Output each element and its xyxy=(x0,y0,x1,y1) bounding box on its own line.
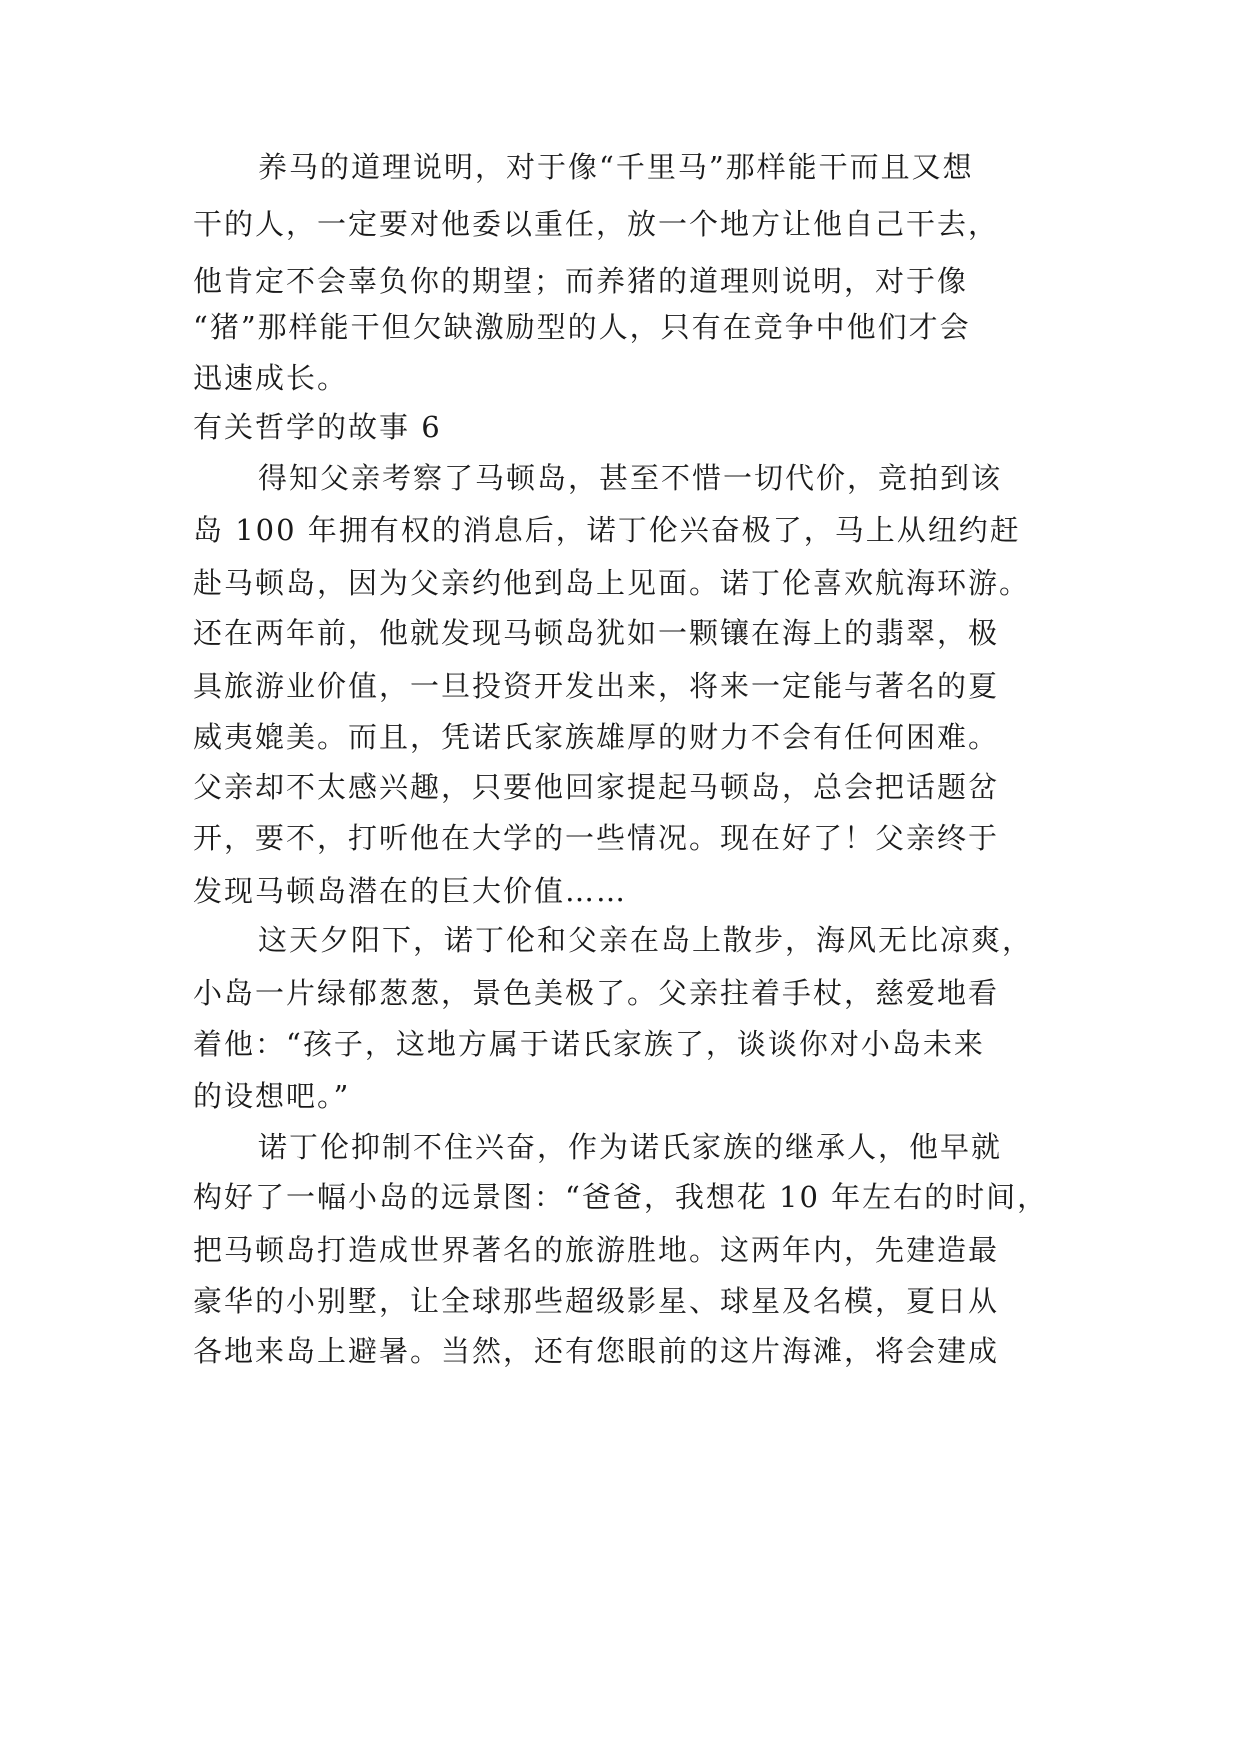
paragraph-line: 赴马顿岛，因为父亲约他到岛上见面。诺丁伦喜欢航海环游。 xyxy=(193,566,1031,600)
paragraph-line: 各地来岛上避暑。当然，还有您眼前的这片海滩，将会建成 xyxy=(193,1334,1000,1368)
paragraph-line: 干的人，一定要对他委以重任，放一个地方让他自己干去， xyxy=(193,207,1000,241)
section-heading: 有关哲学的故事 6 xyxy=(193,410,442,444)
paragraph-line: 开，要不，打听他在大学的一些情况。现在好了！父亲终于 xyxy=(193,821,1000,855)
paragraph-line: 得知父亲考察了马顿岛，甚至不惜一切代价，竞拍到该 xyxy=(258,461,1003,495)
paragraph-line: 把马顿岛打造成世界著名的旅游胜地。这两年内，先建造最 xyxy=(193,1233,1000,1267)
paragraph-line: 岛 100 年拥有权的消息后，诺丁伦兴奋极了，马上从纽约赶 xyxy=(193,513,1021,547)
paragraph-line: “猪”那样能干但欠缺激励型的人，只有在竞争中他们才会 xyxy=(193,310,971,344)
paragraph-line: 发现马顿岛潜在的巨大价值…… xyxy=(193,874,628,908)
paragraph-line: 具旅游业价值，一旦投资开发出来，将来一定能与著名的夏 xyxy=(193,669,1000,703)
paragraph-line: 还在两年前，他就发现马顿岛犹如一颗镶在海上的翡翠，极 xyxy=(193,616,1000,650)
paragraph-line: 小岛一片绿郁葱葱，景色美极了。父亲拄着手杖，慈爱地看 xyxy=(193,976,1000,1010)
paragraph-line: 诺丁伦抑制不住兴奋，作为诺氏家族的继承人，他早就 xyxy=(258,1130,1003,1164)
paragraph-line: 构好了一幅小岛的远景图：“爸爸，我想花 10 年左右的时间， xyxy=(193,1180,1049,1214)
paragraph-line: 这天夕阳下，诺丁伦和父亲在岛上散步，海风无比凉爽， xyxy=(258,923,1034,957)
paragraph-line: 迅速成长。 xyxy=(193,361,349,395)
paragraph-line: 威夷媲美。而且，凭诺氏家族雄厚的财力不会有任何困难。 xyxy=(193,720,1000,754)
paragraph-line: 着他：“孩子，这地方属于诺氏家族了，谈谈你对小岛未来 xyxy=(193,1027,985,1061)
paragraph-line: 豪华的小别墅，让全球那些超级影星、球星及名模，夏日从 xyxy=(193,1284,1000,1318)
paragraph-line: 的设想吧。” xyxy=(193,1079,351,1113)
paragraph-line: 养马的道理说明，对于像“千里马”那样能干而且又想 xyxy=(258,150,974,184)
paragraph-line: 父亲却不太感兴趣，只要他回家提起马顿岛，总会把话题岔 xyxy=(193,770,1000,804)
paragraph-line: 他肯定不会辜负你的期望；而养猪的道理则说明，对于像 xyxy=(193,264,969,298)
